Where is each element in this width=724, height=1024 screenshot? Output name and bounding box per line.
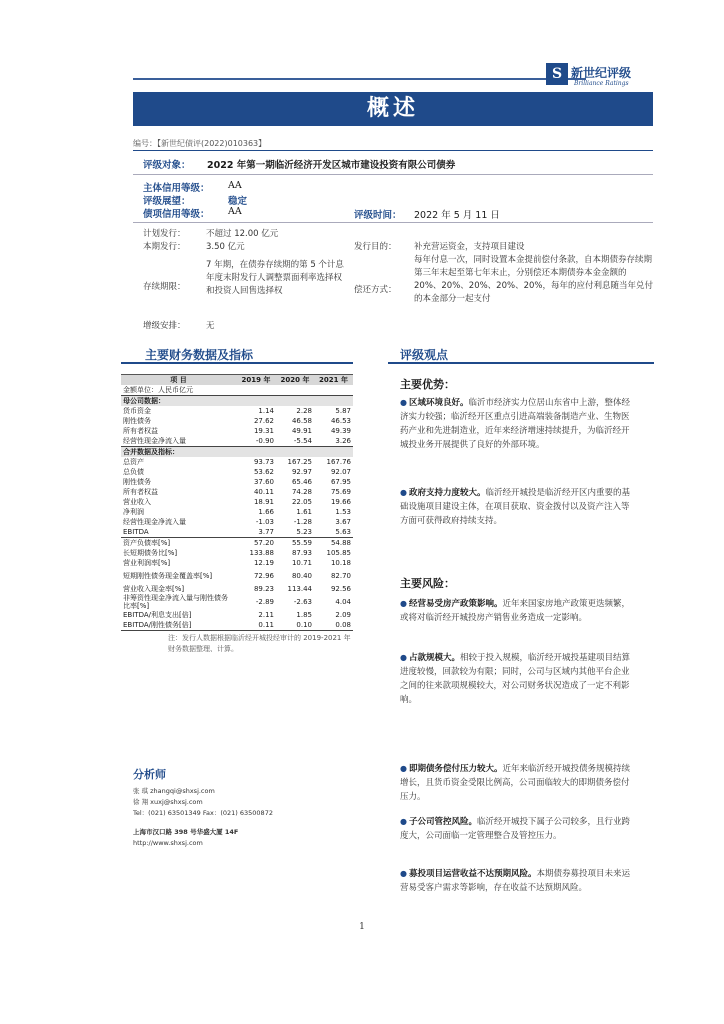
table-unit-row: [121, 385, 353, 396]
page-title: 概述: [133, 92, 653, 126]
table-cell: 5.63: [335, 528, 351, 536]
table-cell: -5.54: [293, 437, 312, 445]
table-cell: 总负债: [123, 468, 144, 476]
table-section-row: [121, 396, 353, 407]
bullet-icon: ●: [400, 869, 407, 878]
table-section-row: [121, 447, 353, 458]
table-cell: -0.90: [255, 437, 274, 445]
table-note: 注：发行人数据根据临沂经开城投经审计的 2019-2021 年财务数据整理、计算。: [168, 634, 351, 653]
table-cell: 10.71: [291, 559, 312, 567]
debt-grade-label: 债项信用等级：: [143, 209, 210, 220]
table-cell: -2.89: [255, 598, 274, 606]
repayment-value: 每年付息一次，同时设置本金提前偿付条款，自本期债券存续期第三年末起至第七年末止，分别偿还本期债券本金金额的 20%、20%、20%、20%、20%，每年的应付利息随当年兑付的本金部分一起支付: [414, 255, 653, 304]
table-cell: 67.95: [330, 478, 351, 486]
table-cell: 49.91: [291, 427, 312, 435]
table-cell: 1.66: [258, 508, 274, 516]
purpose-label: 发行目的：: [354, 242, 397, 252]
outlook-value: 稳定: [228, 196, 248, 207]
item-heading: 经营易受房产政策影响。: [408, 599, 503, 609]
company-address: 上海市汉口路 398 号华盛大厦 14F: [133, 828, 239, 836]
item-heading: 区域环境良好。: [408, 398, 469, 408]
table-cell: 短期刚性债务现金覆盖率[%]: [123, 572, 213, 580]
section-rule: [388, 362, 654, 364]
outlook-label: 评级展望：: [143, 196, 191, 207]
table-cell: 营业利润率[%]: [123, 559, 171, 567]
table-cell: 92.56: [330, 585, 351, 593]
table-row: [121, 477, 353, 487]
risks-title: 主要风险：: [400, 577, 455, 590]
table-cell: EBITDA/刚性债务[倍]: [121, 620, 236, 631]
company-website[interactable]: http://www.shxsj.com: [133, 839, 203, 847]
table-cell: 非筹资性现金净流入量与刚性债务比率[%]: [123, 594, 228, 610]
financial-table: [121, 374, 353, 631]
item-heading: 募投项目运营收益不达预期风险。: [408, 869, 537, 879]
table-cell: 4.04: [335, 598, 351, 606]
analyst-contact[interactable]: 张 琪 zhangqi@shxsj.com: [133, 787, 215, 795]
bullet-icon: ●: [400, 653, 407, 662]
table-cell: 19.31: [253, 427, 274, 435]
table-cell: 12.19: [253, 559, 274, 567]
table-row: [121, 527, 353, 538]
bullet-icon: ●: [400, 817, 407, 826]
table-cell: -2.63: [293, 598, 312, 606]
table-cell: 刚性债务: [123, 417, 151, 425]
list-item: [400, 762, 632, 804]
table-cell: 80.40: [291, 572, 312, 580]
repayment-label: 偿还方式：: [354, 285, 397, 295]
list-item: [400, 597, 632, 625]
duration-label: 存续期限：: [143, 282, 186, 292]
table-cell: 19.66: [330, 498, 351, 506]
bullet-icon: ●: [400, 398, 407, 407]
table-cell: 10.18: [330, 559, 351, 567]
table-cell: 营业收入: [123, 498, 151, 506]
table-cell: 133.88: [249, 549, 274, 557]
document-number: 编号：【新世纪债评(2022)010363】: [133, 139, 267, 148]
item-heading: 即期债务偿付压力较大。: [408, 764, 503, 774]
table-cell: 74.28: [291, 488, 312, 496]
table-cell: 1.61: [296, 508, 312, 516]
table-cell: 刚性债务: [123, 478, 151, 486]
table-cell: 营业收入现金率[%]: [123, 585, 185, 593]
item-text: 近年来临沂经开城投债务规模持续增长，且货币资金受限比例高，公司面临较大的即期债务偿付压力。: [400, 764, 631, 802]
item-text: 近年来国家房地产政策更迭频繁，或将对临沂经开城投房产销售业务造成一定影响。: [400, 599, 631, 623]
table-cell: 54.88: [314, 538, 353, 549]
item-text: 相较于投入规模，临沂经开城投基建项目结算进度较慢，回款较为有限；同时，公司与区域内其他平台企业之间的往来款项规模较大，对公司财务状况造成了一定不利影响。: [400, 653, 631, 705]
table-header-row: [121, 375, 353, 386]
table-cell: 49.39: [330, 427, 351, 435]
table-row: [121, 436, 353, 447]
table-cell: 113.44: [287, 585, 312, 593]
table-cell: 37.60: [253, 478, 274, 486]
table-cell: 2.09: [335, 611, 351, 619]
table-cell: 89.23: [253, 585, 274, 593]
table-cell: 经营性现金净流入量: [123, 437, 186, 445]
opinion-section-title: 评级观点: [400, 348, 449, 362]
logo-mark: S: [546, 63, 568, 85]
table-cell: -1.28: [293, 518, 312, 526]
table-row: [121, 538, 353, 549]
table-cell: 1.53: [335, 508, 351, 516]
header-rule: [133, 78, 586, 80]
item-text: 本期债券募投项目未来运营易受客户需求等影响，存在收益不达预期风险。: [400, 869, 631, 893]
main-grade-value: AA: [228, 180, 242, 191]
table-cell: 0.10: [276, 620, 314, 631]
table-row: [121, 517, 353, 527]
table-cell: 3.26: [335, 437, 351, 445]
rating-object-value: 2022 年第一期临沂经济开发区城市建设投资有限公司债券: [207, 160, 456, 171]
item-heading: 政府支持力度较大。: [408, 488, 486, 498]
analyst-phone: Tel：(021) 63501349 Fax：(021) 63500872: [133, 809, 273, 817]
table-cell: 75.69: [330, 488, 351, 496]
table-header-cell: 项 目: [121, 375, 236, 386]
divider: [133, 174, 653, 175]
main-grade-label: 主体信用等级：: [143, 183, 210, 194]
table-cell: 5.23: [296, 528, 312, 536]
item-text: 临沂市经济实力位居山东省中上游，整体经济实力较强；临沂经开区重点引进高端装备制造产业、生物医药产业和先进制造业，近年来经济增速持续提升，为临沂经开城投业务开展提供了良好的外部环境。: [400, 398, 631, 450]
table-header-cell: 2021 年: [314, 375, 353, 386]
table-cell: 92.07: [330, 468, 351, 476]
table-cell: 167.25: [287, 458, 312, 466]
bullet-icon: ●: [400, 599, 407, 608]
table-cell: 2.28: [296, 407, 312, 415]
table-row: [121, 487, 353, 497]
table-row: [121, 426, 353, 436]
plan-issue-label: 计划发行：: [143, 229, 186, 239]
table-row: [121, 610, 353, 620]
list-item: [400, 815, 632, 843]
table-cell: 57.20: [236, 538, 276, 549]
rating-object-label: 评级对象：: [143, 160, 191, 171]
section-rule: [121, 362, 353, 364]
table-cell: 1.85: [296, 611, 312, 619]
table-row: [121, 584, 353, 594]
debt-grade-value: AA: [228, 206, 242, 217]
table-cell: 净利润: [123, 508, 144, 516]
table-cell: 2.11: [258, 611, 274, 619]
table-cell: 93.73: [253, 458, 274, 466]
table-cell: 资产负债率[%]: [121, 538, 236, 549]
table-cell: 27.62: [253, 417, 274, 425]
table-row: [121, 406, 353, 416]
table-cell: 经营性现金净流入量: [123, 518, 186, 526]
table-cell: 货币资金: [123, 407, 151, 415]
item-heading: 子公司管控风险。: [408, 817, 477, 827]
table-cell: 82.70: [330, 572, 351, 580]
table-cell: 105.85: [326, 549, 351, 557]
table-row: [121, 594, 353, 610]
plan-issue-value: 不超过 12.00 亿元: [206, 229, 279, 239]
duration-value: 7 年期，在债券存续期的第 5 个计息年度末附发行人调整票面利率选择权和投资人回售选择权: [206, 260, 344, 296]
logo-name-en: Brilliance Ratings: [574, 80, 629, 87]
table-section-title: 合并数据及指标：: [121, 447, 353, 458]
table-cell: 22.05: [291, 498, 312, 506]
enhancement-label: 增级安排：: [143, 321, 186, 331]
table-row: [121, 548, 353, 558]
financial-section-title: 主要财务数据及指标: [145, 348, 254, 362]
table-cell: 87.93: [291, 549, 312, 557]
table-cell: 72.96: [253, 572, 274, 580]
bullet-icon: ●: [400, 488, 407, 497]
table-header-cell: 2019 年: [236, 375, 276, 386]
table-cell: 55.59: [276, 538, 314, 549]
table-cell: 18.91: [253, 498, 274, 506]
table-cell: 1.14: [258, 407, 274, 415]
table-cell: 总资产: [123, 458, 144, 466]
table-unit: 金额单位：人民币亿元: [123, 386, 193, 394]
table-cell: 92.97: [291, 468, 312, 476]
table-cell: 5.87: [335, 407, 351, 415]
table-row: [121, 507, 353, 517]
table-cell: -1.03: [255, 518, 274, 526]
table-section-title: 母公司数据：: [121, 396, 353, 407]
analyst-title: 分析师: [133, 768, 166, 781]
table-row: [121, 457, 353, 467]
table-cell: 3.77: [258, 528, 274, 536]
table-cell: 0.08: [314, 620, 353, 631]
list-item: [400, 486, 632, 528]
table-cell: 46.58: [291, 417, 312, 425]
table-cell: 65.46: [291, 478, 312, 486]
divider: [133, 150, 653, 151]
advantages-title: 主要优势：: [400, 378, 455, 391]
rating-time-label: 评级时间：: [354, 210, 402, 221]
list-item: [400, 396, 632, 452]
table-row: [121, 497, 353, 507]
table-cell: 所有者权益: [123, 488, 158, 496]
table-cell: EBITDA: [123, 528, 149, 536]
analyst-contact[interactable]: 徐 翔 xuxj@shxsj.com: [133, 798, 203, 806]
table-cell: 长短期债务比[%]: [123, 549, 178, 557]
enhancement-value: 无: [206, 321, 215, 331]
rating-time-value: 2022 年 5 月 11 日: [414, 210, 500, 221]
table-cell: 所有者权益: [123, 427, 158, 435]
table-header-cell: 2020 年: [276, 375, 314, 386]
table-row: [121, 620, 353, 631]
this-issue-label: 本期发行：: [143, 242, 186, 252]
divider: [133, 222, 653, 223]
bullet-icon: ●: [400, 764, 407, 773]
table-cell: EBITDA/利息支出[倍]: [123, 611, 192, 619]
table-cell: 46.53: [330, 417, 351, 425]
list-item: [400, 867, 632, 895]
purpose-value: 补充营运资金，支持项目建设: [414, 242, 525, 252]
item-text: 临沂经开城投是临沂经开区内重要的基础设施项目建设主体，在项目获取、资金拨付以及资产注入等方面可获得政府持续支持。: [400, 488, 631, 526]
item-heading: 占款规模大。: [408, 653, 460, 663]
table-row: [121, 416, 353, 426]
table-row: [121, 467, 353, 477]
table-row: [121, 568, 353, 584]
table-cell: 53.62: [253, 468, 274, 476]
item-text: 临沂经开城投下属子公司较多，且行业跨度大，公司面临一定管理整合及管控压力。: [400, 817, 631, 841]
this-issue-value: 3.50 亿元: [206, 242, 245, 252]
table-cell: 167.76: [326, 458, 351, 466]
table-row: [121, 558, 353, 568]
table-cell: 0.11: [236, 620, 276, 631]
list-item: [400, 651, 632, 707]
logo-name-cn: 新世纪评级: [571, 66, 632, 80]
table-cell: 40.11: [253, 488, 274, 496]
page-number: 1: [359, 922, 365, 932]
table-cell: 3.67: [335, 518, 351, 526]
